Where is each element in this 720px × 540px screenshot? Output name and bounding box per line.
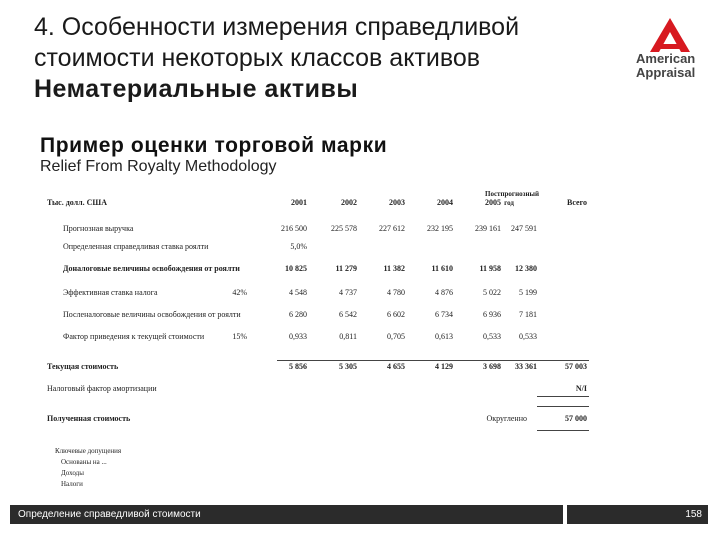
cell: 0,613 — [435, 332, 453, 341]
cell: 6 734 — [435, 310, 453, 319]
page-number-bar — [567, 505, 708, 524]
rate-cell: 42% — [232, 288, 247, 297]
row-label: Определенная справедливая ставка роялти — [63, 242, 209, 251]
table-row — [45, 264, 605, 278]
cell: 4 737 — [339, 288, 357, 297]
cell: 6 542 — [339, 310, 357, 319]
cell: 227 612 — [379, 224, 405, 233]
method-heading: Relief From Royalty Methodology — [40, 158, 277, 175]
logo-word-1: American — [636, 51, 696, 66]
logo-word-2: Appraisal — [636, 65, 696, 80]
cell: 5 199 — [519, 288, 537, 297]
cell: 216 500 — [281, 224, 307, 233]
cell: 5 305 — [339, 362, 357, 371]
cell: 232 195 — [427, 224, 453, 233]
table-row — [45, 224, 605, 238]
cell: 0,705 — [387, 332, 405, 341]
note-item: Налоги — [61, 480, 83, 488]
total-cell: 57 000 — [565, 414, 587, 423]
cell: 12 380 — [515, 264, 537, 273]
title-line-3: Нематериальные активы — [34, 75, 359, 103]
note-item: Основаны на ... — [61, 458, 107, 466]
title-line-1: 4. Особенности измерения справедливой — [34, 13, 520, 41]
post-col: Постпрогнозный год — [485, 190, 539, 207]
cell: 11 382 — [383, 264, 405, 273]
divider — [537, 406, 589, 407]
divider — [537, 396, 589, 397]
row-label: Доналоговые величины освобождения от роялти — [63, 264, 240, 273]
footer-text: Определение справедливой стоимости — [18, 509, 201, 520]
total-col: Всего — [567, 198, 587, 207]
table-row — [45, 242, 605, 256]
cell: 6 936 — [483, 310, 501, 319]
cell: 247 591 — [511, 224, 537, 233]
note-item: Доходы — [61, 469, 84, 477]
cell: 0,811 — [339, 332, 357, 341]
american-appraisal-logo — [636, 18, 708, 92]
notes — [55, 446, 121, 490]
current-value-row — [45, 362, 605, 376]
cell: 7 181 — [519, 310, 537, 319]
rate-cell: 15% — [232, 332, 247, 341]
row-label: Эффективная ставка налога — [63, 288, 158, 297]
cell: 5 856 — [289, 362, 307, 371]
cell: 4 780 — [387, 288, 405, 297]
divider — [277, 360, 589, 361]
cell: 4 655 — [387, 362, 405, 371]
cell: 10 825 — [285, 264, 307, 273]
cell: 5,0% — [290, 242, 307, 251]
cell: 0,933 — [289, 332, 307, 341]
row-label: Фактор приведения к текущей стоимости — [63, 332, 205, 341]
row-label: Прогнозная выручка — [63, 224, 134, 233]
table-header — [45, 190, 605, 212]
cell: 11 279 — [335, 264, 357, 273]
table-row — [45, 310, 605, 324]
year-col: 2002 — [341, 198, 357, 207]
cell: 11 610 — [431, 264, 453, 273]
example-heading: Пример оценки торговой марки — [40, 134, 388, 157]
cell: 6 280 — [289, 310, 307, 319]
cell: 239 161 — [475, 224, 501, 233]
footer-bar — [10, 505, 563, 524]
cell: 225 578 — [331, 224, 357, 233]
result-row — [45, 414, 605, 428]
row-label: Налоговый фактор амортизации — [47, 384, 157, 393]
cell: 11 958 — [479, 264, 501, 273]
row-label: Посленалоговые величины освобождения от роялти — [63, 310, 241, 319]
page-number: 158 — [685, 509, 702, 520]
year-col: 2003 — [389, 198, 405, 207]
year-col: 2004 — [437, 198, 453, 207]
tax-factor-row — [45, 384, 605, 398]
divider — [537, 430, 589, 431]
total-cell: 57 003 — [565, 362, 587, 371]
cell: 33 361 — [515, 362, 537, 371]
cell: 3 698 — [483, 362, 501, 371]
year-col: 2005 — [485, 198, 501, 207]
row-label: Текущая стоимость — [47, 362, 119, 371]
total-cell: N/I — [575, 384, 587, 393]
rounded-label: Округленно — [486, 414, 527, 423]
table-row — [45, 332, 605, 346]
table-row — [45, 288, 605, 302]
year-col: 2001 — [291, 198, 307, 207]
cell: 0,533 — [483, 332, 501, 341]
cell: 0,533 — [519, 332, 537, 341]
title-line-2: стоимости некоторых классов активов — [34, 44, 481, 72]
cell: 5 022 — [483, 288, 501, 297]
notes-heading: Ключевые допущения — [55, 447, 122, 455]
slide-title — [34, 12, 614, 105]
row-label: Полученная стоимость — [47, 414, 131, 423]
cell: 6 602 — [387, 310, 405, 319]
cell: 4 129 — [435, 362, 453, 371]
logo-triangle-icon — [650, 18, 690, 52]
cell: 4 548 — [289, 288, 307, 297]
cell: 4 876 — [435, 288, 453, 297]
table-corner: Тыс. долл. США — [47, 198, 107, 207]
